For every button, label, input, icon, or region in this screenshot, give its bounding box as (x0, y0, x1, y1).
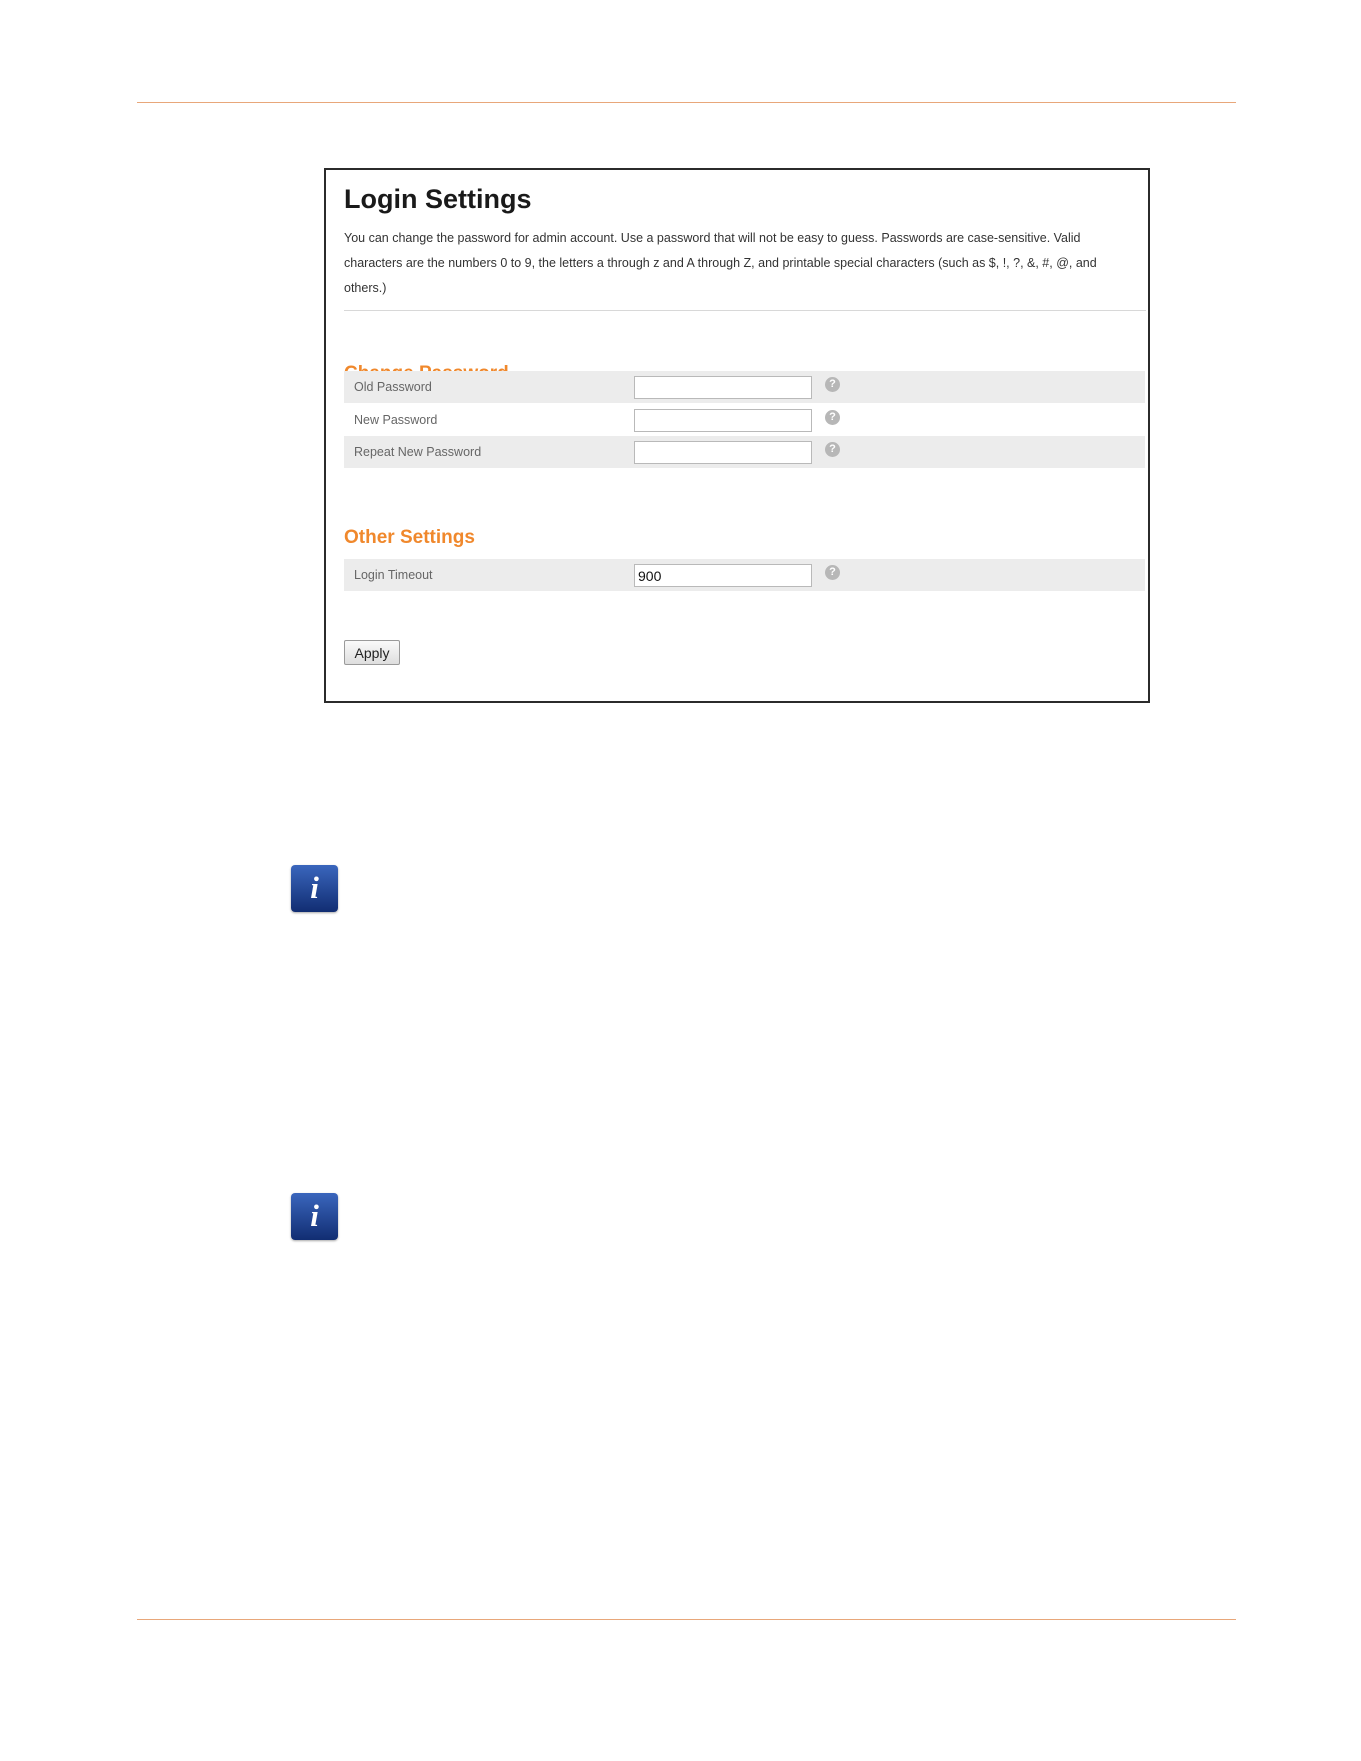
footer-rule (137, 1619, 1236, 1620)
help-icon[interactable]: ? (825, 410, 840, 425)
old-password-label: Old Password (354, 380, 432, 394)
info-icon (291, 1193, 338, 1240)
login-timeout-label: Login Timeout (354, 568, 433, 582)
login-timeout-input[interactable] (634, 564, 812, 587)
old-password-row (344, 371, 1145, 403)
divider (344, 310, 1146, 311)
repeat-new-password-input[interactable] (634, 441, 812, 464)
help-icon[interactable]: ? (825, 377, 840, 392)
login-settings-panel (324, 168, 1150, 703)
help-icon[interactable]: ? (825, 565, 840, 580)
help-icon[interactable]: ? (825, 442, 840, 457)
repeat-new-password-label: Repeat New Password (354, 445, 482, 459)
old-password-input[interactable] (634, 376, 812, 399)
page-title: Login Settings (344, 184, 532, 214)
apply-button[interactable]: Apply (344, 640, 400, 665)
new-password-input[interactable] (634, 409, 812, 432)
new-password-label: New Password (354, 413, 438, 427)
info-glyph: i (310, 1198, 319, 1233)
login-timeout-row (344, 559, 1145, 591)
header-rule (137, 102, 1236, 103)
info-glyph: i (310, 870, 319, 905)
info-icon (291, 865, 338, 912)
new-password-row (344, 404, 1145, 436)
other-settings-heading: Other Settings (344, 527, 475, 548)
repeat-new-password-row (344, 436, 1145, 468)
page-description: You can change the password for admin account. Use a password that will not be easy to guess. Passwords are case-sensitive. Valid characters are the numbers 0 to 9, the letters a through z and A through Z, and printable special characters (such as $, !, ?, &, #, @, and others.) (344, 231, 1097, 295)
